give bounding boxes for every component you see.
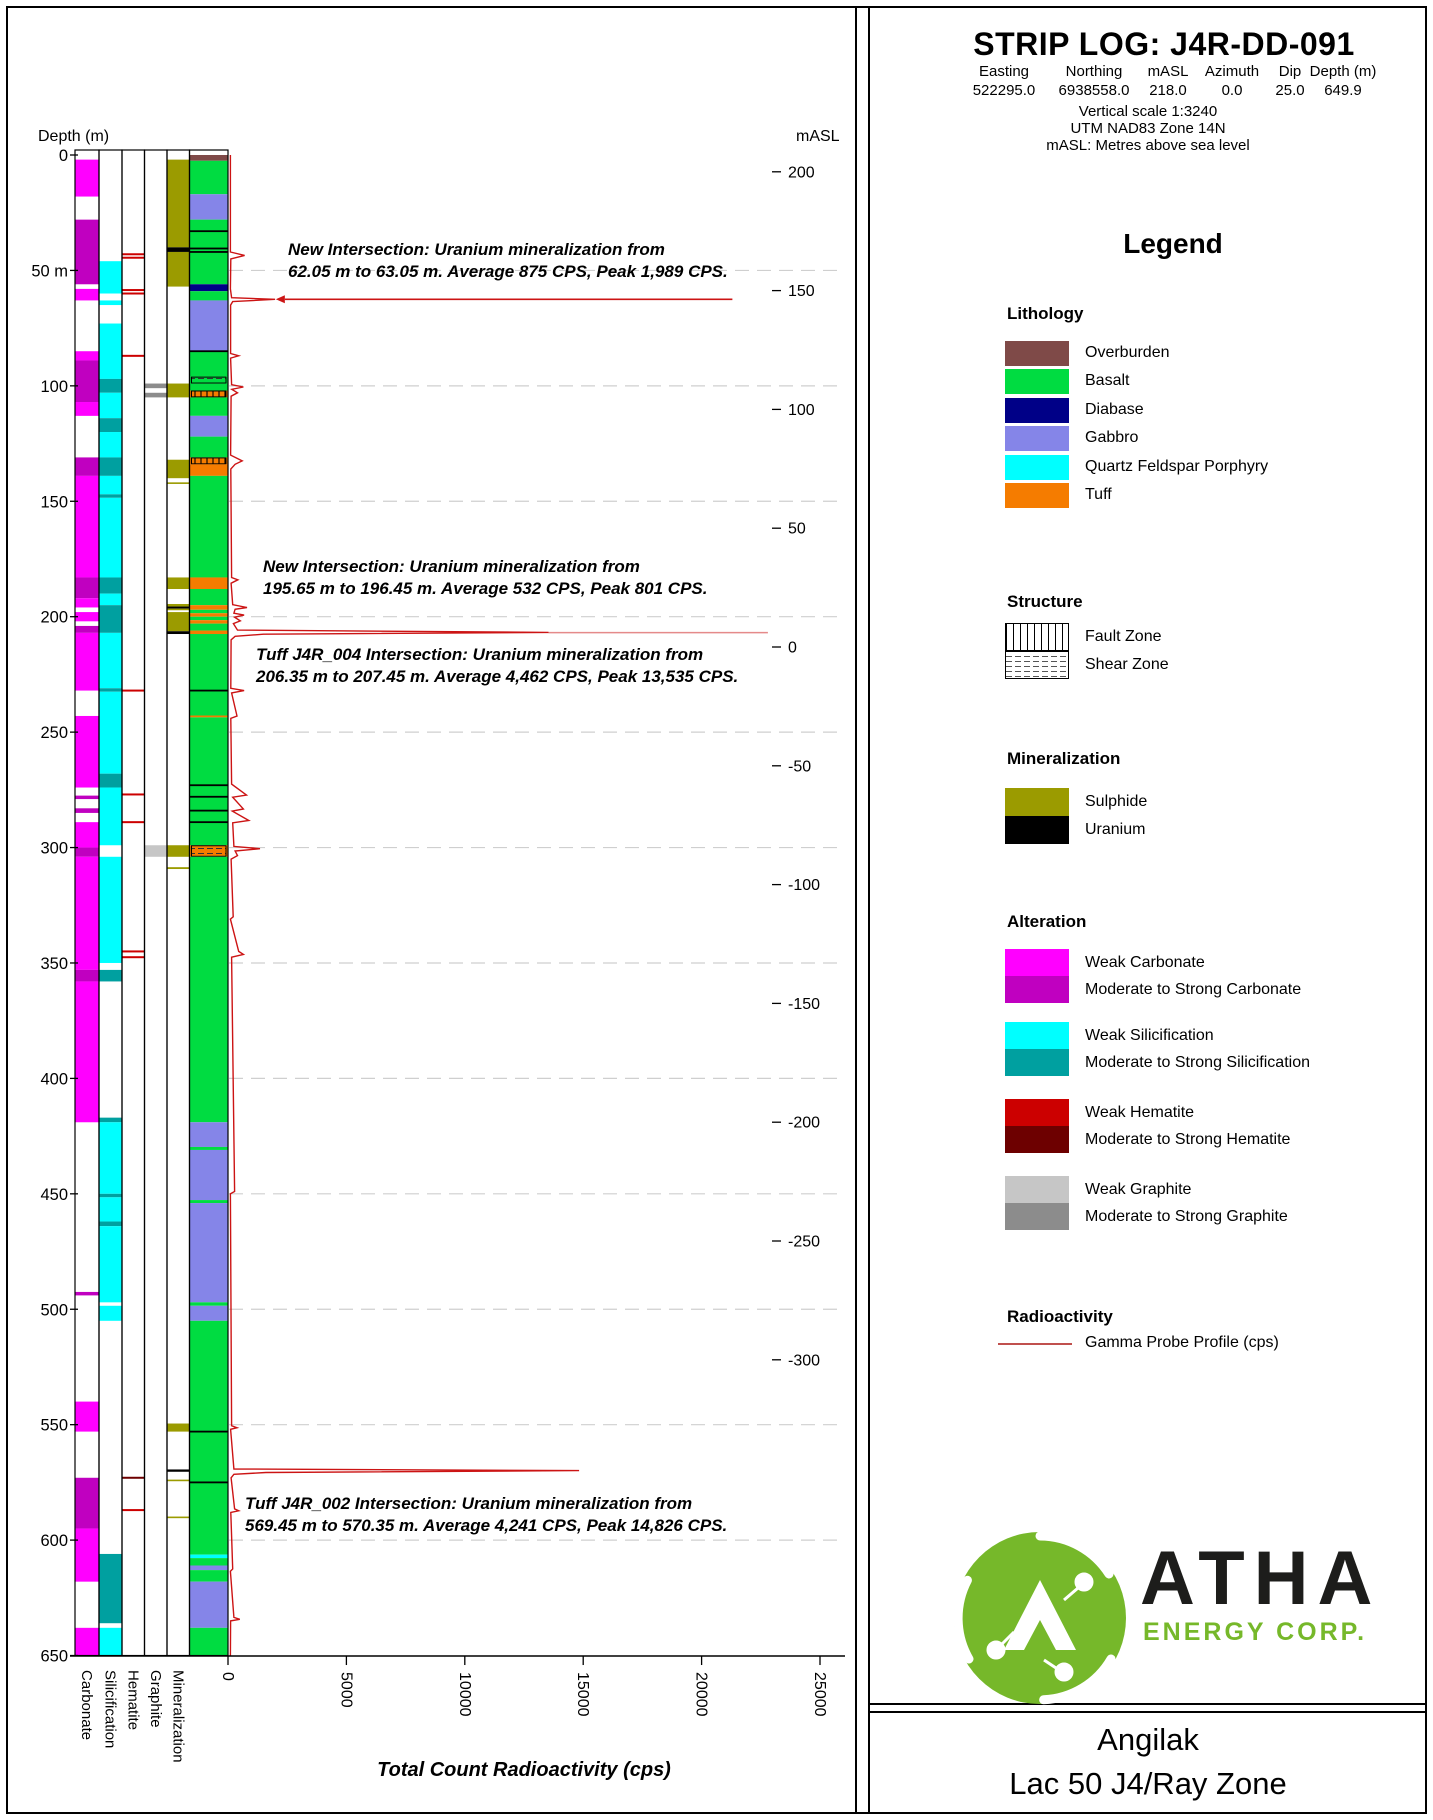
label-diabase: Diabase [1085, 401, 1144, 418]
svg-text:Mineralization: Mineralization [169, 1670, 187, 1763]
swatch-basalt [1005, 369, 1069, 394]
svg-text:100: 100 [40, 377, 68, 396]
svg-text:-250: -250 [788, 1233, 821, 1251]
svg-text:New Intersection: Uranium mine: New Intersection: Uranium mineralization from [263, 557, 640, 576]
svg-text:0: 0 [219, 1672, 236, 1681]
radioactivity-heading: Radioactivity [1007, 1307, 1113, 1326]
project-name: Angilak [1097, 1722, 1199, 1757]
svg-text:450: 450 [40, 1185, 68, 1204]
svg-text:Graphite: Graphite [146, 1670, 164, 1728]
label-shear-zone: Shear Zone [1085, 656, 1169, 673]
swatch-shear-zone [1005, 651, 1069, 679]
label-graphite-strong: Moderate to Strong Graphite [1085, 1208, 1288, 1225]
legend-title: Legend [1123, 228, 1223, 259]
svg-text:-150: -150 [788, 995, 821, 1013]
svg-text:650: 650 [40, 1647, 68, 1666]
atha-logo-subtitle: ENERGY CORP. [1143, 1618, 1368, 1646]
label-fault-zone: Fault Zone [1085, 628, 1162, 645]
masl-axis [772, 128, 840, 1369]
carbonate-column [76, 160, 99, 1656]
svg-text:350: 350 [40, 954, 68, 973]
svg-text:0: 0 [58, 147, 68, 165]
svg-text:Silicification: Silicification [101, 1670, 119, 1749]
swatch-carbonate-weak [1005, 949, 1069, 976]
svg-text:Tuff J4R_004 Intersection: Ura: Tuff J4R_004 Intersection: Uranium mineralization from [256, 645, 704, 664]
swatch-hematite-strong [1005, 1126, 1069, 1153]
lithology-column [190, 155, 228, 1656]
label-carbonate-strong: Moderate to Strong Carbonate [1085, 981, 1302, 998]
swatch-fault-zone [1005, 623, 1069, 651]
intersection-annotations [245, 240, 738, 1535]
label-basalt: Basalt [1085, 372, 1130, 389]
label-gabbro: Gabbro [1085, 429, 1139, 446]
mineralization-heading: Mineralization [1007, 749, 1121, 768]
swatch-tuff [1005, 483, 1069, 508]
swatch-hematite-weak [1005, 1099, 1069, 1126]
label-uranium: Uranium [1085, 821, 1146, 838]
svg-text:10000: 10000 [455, 1672, 473, 1717]
swatch-carbonate-strong [1005, 976, 1069, 1003]
label-silicification-strong: Moderate to Strong Silicification [1085, 1054, 1310, 1071]
swatch-qfp [1005, 455, 1069, 480]
zone-name: Lac 50 J4/Ray Zone [1009, 1766, 1287, 1801]
page-title: STRIP LOG: J4R-DD-091 [973, 26, 1355, 62]
label-gamma-profile: Gamma Probe Profile (cps) [1085, 1334, 1279, 1351]
svg-text:300: 300 [40, 839, 68, 858]
swatch-sulphide [1005, 788, 1069, 816]
label-overburden: Overburden [1085, 344, 1170, 361]
svg-text:Total Count Radioactivity (cps: Total Count Radioactivity (cps) [377, 1759, 671, 1782]
field-depth: Depth (m) 649.9 [1309, 63, 1377, 99]
swatch-diabase [1005, 398, 1069, 423]
svg-text:20000: 20000 [692, 1672, 710, 1717]
alteration-heading: Alteration [1007, 912, 1087, 931]
svg-text:15000: 15000 [574, 1672, 592, 1717]
svg-text:-50: -50 [788, 758, 812, 776]
structure-heading: Structure [1007, 592, 1083, 611]
svg-text:150: 150 [788, 283, 815, 301]
svg-text:Carbonate: Carbonate [78, 1670, 95, 1741]
label-tuff: Tuff [1085, 486, 1112, 503]
gamma-profile-line [230, 155, 579, 1656]
field-easting: Easting 522295.0 [972, 63, 1036, 99]
svg-text:569.45 m to 570.35 m. Average: 569.45 m to 570.35 m. Average 4,241 CPS, Peak 14,826 CPS. [245, 1516, 728, 1535]
note-vertical-scale: Vertical scale 1:3240 [1078, 103, 1218, 120]
swatch-uranium [1005, 816, 1069, 844]
svg-text:500: 500 [40, 1301, 68, 1320]
svg-text:50 m: 50 m [31, 262, 68, 281]
lithology-heading: Lithology [1007, 304, 1084, 323]
svg-text:-100: -100 [788, 877, 821, 895]
svg-text:Tuff J4R_002 Intersection: Ura: Tuff J4R_002 Intersection: Uranium mineralization from [245, 1494, 693, 1513]
svg-text:150: 150 [40, 493, 68, 512]
label-silicification-weak: Weak Silicification [1085, 1027, 1214, 1044]
info-panel [870, 6, 1426, 1814]
swatch-silicification-weak [1005, 1022, 1069, 1049]
swatch-graphite-strong [1005, 1203, 1069, 1230]
label-qfp: Quartz Feldspar Porphyry [1085, 458, 1269, 475]
column-labels [78, 1670, 186, 1763]
svg-text:200: 200 [788, 164, 815, 182]
svg-text:mASL: mASL [796, 128, 840, 145]
svg-text:Depth (m): Depth (m) [38, 128, 110, 145]
svg-text:600: 600 [40, 1532, 68, 1551]
swatch-graphite-weak [1005, 1176, 1069, 1203]
label-carbonate-weak: Weak Carbonate [1085, 954, 1205, 971]
swatch-silicification-strong [1005, 1049, 1069, 1076]
field-northing: Northing 6938558.0 [1058, 63, 1130, 99]
note-utm-zone: UTM NAD83 Zone 14N [1070, 120, 1226, 137]
svg-text:100: 100 [788, 401, 815, 419]
label-hematite-strong: Moderate to Strong Hematite [1085, 1131, 1291, 1148]
svg-text:0: 0 [788, 639, 797, 657]
svg-text:250: 250 [40, 724, 68, 743]
field-azimuth: Azimuth 0.0 [1204, 63, 1260, 99]
field-masl: mASL 218.0 [1147, 63, 1189, 99]
svg-text:206.35 m to 207.45 m. Average: 206.35 m to 207.45 m. Average 4,462 CPS, Peak 13,535 CPS. [256, 667, 739, 686]
atha-logo-icon [952, 1530, 1128, 1706]
svg-text:New Intersection: Uranium mine: New Intersection: Uranium mineralization from [288, 240, 665, 259]
svg-text:200: 200 [40, 608, 68, 627]
svg-text:5000: 5000 [337, 1672, 355, 1708]
svg-text:Hematite: Hematite [124, 1670, 142, 1731]
swatch-overburden [1005, 341, 1069, 366]
swatch-gabbro [1005, 426, 1069, 451]
svg-text:25000: 25000 [811, 1672, 828, 1717]
label-graphite-weak: Weak Graphite [1085, 1181, 1192, 1198]
svg-text:-200: -200 [788, 1114, 821, 1132]
svg-text:400: 400 [40, 1070, 68, 1089]
svg-text:-300: -300 [788, 1352, 821, 1370]
field-dip: Dip 25.0 [1275, 63, 1305, 99]
note-masl-def: mASL: Metres above sea level [1046, 137, 1250, 154]
svg-text:550: 550 [40, 1416, 68, 1435]
svg-text:195.65 m to 196.45 m. Average: 195.65 m to 196.45 m. Average 532 CPS, Peak 801 CPS. [263, 579, 708, 598]
label-sulphide: Sulphide [1085, 793, 1148, 810]
label-hematite-weak: Weak Hematite [1085, 1104, 1195, 1121]
gamma-line-icon [998, 1343, 1072, 1345]
atha-logo-name: ATHA [1140, 1536, 1382, 1621]
svg-text:62.05 m to 63.05 m. Average 87: 62.05 m to 63.05 m. Average 875 CPS, Peak 1,989 CPS. [288, 262, 728, 281]
svg-text:50: 50 [788, 520, 806, 538]
